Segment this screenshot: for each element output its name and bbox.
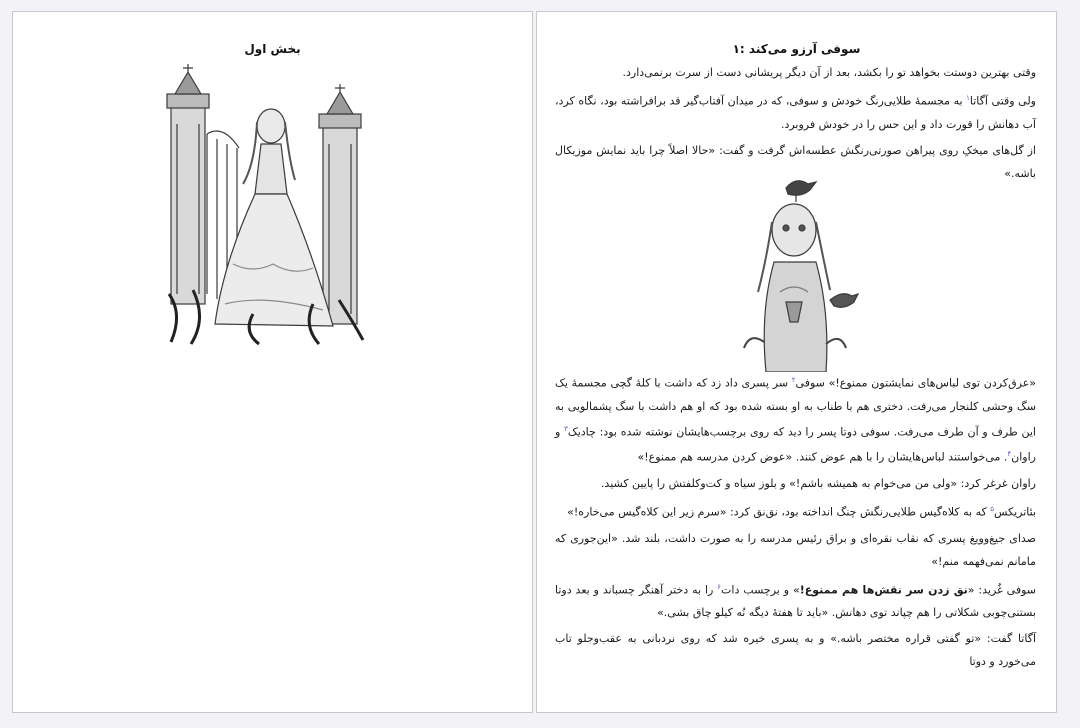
paragraph: وقتی بهترین دوستت بخواهد تو را بکشد، بعد از آن دیگر پریشانی دست از سرت برنمی‌دارد. bbox=[622, 66, 1036, 79]
girl-with-birds-illustration bbox=[730, 172, 860, 372]
chapter-title: ۱: سوفی آرزو می‌کند bbox=[732, 42, 861, 56]
footnote-marker: ۴ bbox=[1007, 450, 1012, 459]
paragraph: بئاتریکس$^۵$ که به کلاه‌گیس طلایی‌رنگش چنگ انداخته بود، نق‌نق کرد: «سرم زیر این کلاه‌گیس می‌خاره!» bbox=[567, 504, 1036, 519]
section-title: بخش اول bbox=[244, 42, 301, 56]
gate-girl-illustration bbox=[163, 64, 368, 346]
footnote-marker: ۳ bbox=[564, 424, 568, 433]
left-page bbox=[12, 11, 533, 713]
footnote-marker: ۱ bbox=[966, 94, 970, 102]
paragraph: راوان غرغر کرد: «ولی من می‌خوام به همیشه باشم!» و بلوز سیاه و کت‌وکلفتش را پایین کشید. bbox=[600, 476, 1036, 490]
footnote-marker: ۶ bbox=[717, 582, 722, 591]
paragraph: از گل‌های میخکِ روی پیراهن صورتی‌رنگش عطسه‌اش گرفت و گفت: «حالا اصلاً چرا باید نمایش موزیکال باشه.» bbox=[555, 143, 1036, 180]
footnote-marker: ۵ bbox=[990, 504, 994, 513]
paragraph: ولی وقتی آگاتا$^۱$ به مجسمهٔ طلایی‌رنگ خودش و سوفی، که در میدان آفتاب‌گیر قد برافراشته بود، نگاه کرد، آب دهانش را قورت داد و این حس را در خودش فروبرد. bbox=[555, 94, 1036, 131]
paragraph: صدای جیغ‌وویغ پسری که نقاب نقره‌ای و براق رئیس مدرسه را به صورت داشت، بلند شد. «این‌جوری که مامانم نمی‌فهمه منم!» bbox=[555, 531, 1036, 568]
text-block-top bbox=[555, 61, 1036, 188]
text-block-bottom bbox=[555, 369, 1036, 676]
paragraph: آگاتا گفت: «تو گفتی قراره مختصر باشه.» و به پسری خیره شد که روی نردبانی به عقب‌وجلو تاب می‌خورد و دوتا bbox=[555, 632, 1036, 669]
paragraph: سوفی غُرید: «نق زدن سر نقش‌ها هم ممنوع!» و برچسب دات$^۶$ را به دختر آهنگر چسباند و بعد دوتا بستنی‌چوبی شکلاتی را هم چپاند توی دهانش. «باید تا هفتهٔ دیگه نُه کیلو چاق بشی.» bbox=[555, 582, 1037, 620]
paragraph: «عرق‌کردن توی لباس‌های نمایشتون ممنوع!» سوفی$^۲$ سر پسری داد زد که داشت با کلهٔ گچی مجسمهٔ یک سگ وحشی کلنجار می‌رفت. دختری هم با طناب به او بسته شده بود که او هم داشت با سگ پشمالویی به این طرف و آن طرف می‌رفت. سوفی دوتا پسر را دید که روی برچسب‌هایشان نوشته شده بود: چادیک$^۳$ و راوان$^۴$. می‌خواستند لباس‌هایشان را با هم عوض کنند. «عوض کردن مدرسه هم ممنوع!» bbox=[555, 376, 1036, 464]
right-page bbox=[536, 11, 1057, 713]
footnote-marker: ۲ bbox=[791, 376, 796, 384]
